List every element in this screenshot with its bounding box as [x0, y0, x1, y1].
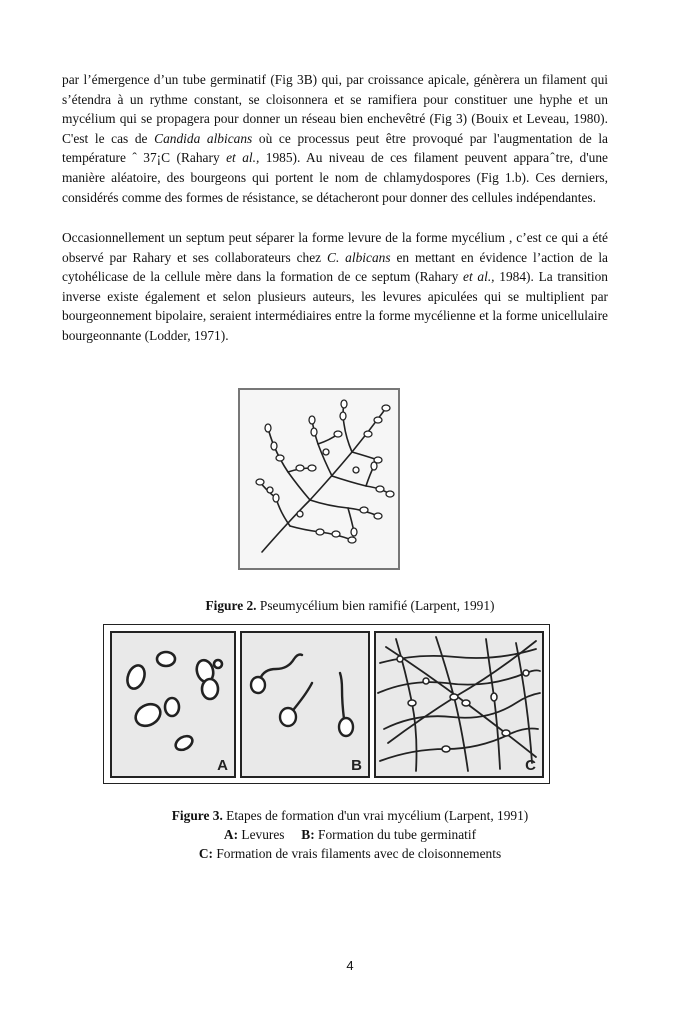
figure-2-image: [238, 388, 400, 570]
body-paragraph-1: par l’émergence d’un tube germinatif (Fig 3B) qui, par croissance apicale, génèrera un filament qui s’étendra à un rythme constant, se cloisonnera et se ramifiera pour constituer une hyphe et un mycélium qui se propagera pour donner un réseau bien enchevêtré (Fig 3) (Bouix et Leveau, 1980). C'est le cas de Candida albicans où ce processus peut être provoqué par l'augmentation de la température ˆ 37¡C (Rahary et al., 1985). Au niveau de ces filament peuvent appara ̂tre, d'une manière aléatoire, des bourgeons qui portent le nom de chlamydospores (Fig 1.b). Ces derniers, considérés comme des formes de résistance, se détacheront pour donner des cellules indépendantes.: [62, 72, 609, 205]
page-number: 4: [346, 958, 354, 973]
figure-3-legend-a-text: Levures: [238, 827, 285, 842]
figure-3-legend-a-key: A:: [223, 827, 239, 842]
figure-3-legend-c-text: Formation de vrais filaments avec de cloisonnements: [212, 846, 502, 861]
figure-3-panel-label-c: C: [525, 757, 536, 774]
figure-3-label: Figure 3.: [171, 808, 223, 823]
figure-2-label: Figure 2.: [205, 598, 257, 613]
figure-3-panel-label-a: A: [217, 757, 228, 774]
figure-3-image: [103, 624, 550, 784]
figure-3-caption: [0, 806, 700, 825]
figure-3-panel-a: [110, 631, 236, 778]
figure-3-panel-label-b: B: [351, 757, 362, 774]
figure-3-legend-c: [0, 844, 700, 863]
figure-2-caption-text: Pseumycélium bien ramifié (Larpent, 1991): [256, 598, 495, 613]
figure-3-legend-c-key: C:: [198, 846, 213, 861]
figure-3-caption-text: Etapes de formation d'un vrai mycélium (Larpent, 1991): [222, 808, 529, 823]
figure-3-panel-c: [374, 631, 544, 778]
figure-3-legend-ab: [0, 825, 700, 844]
figure-3-legend-b-key: B:: [301, 827, 315, 842]
figure-2-caption: [0, 596, 700, 615]
body-paragraph-2: Occasionnellement un septum peut séparer la forme levure de la forme mycélium , c’est ce qui a été observé par Rahary et ses collaborateurs chez C. albicans en mettant en évidence l’action de la cytohélicase de la cellule mère dans la formation de ce septum (Rahary et al., 1984). La transition inverse existe également et selon plusieurs auteurs, les levures apiculées qui se multiplient par bourgeonnement bipolaire, seraient intermédiaires entre la forme mycélienne et la forme unicellulaire bourgeonnante (Lodder, 1971).: [62, 230, 609, 343]
figure-3-panel-b: [240, 631, 370, 778]
figure-3-legend-b-text: Formation du tube germinatif: [314, 827, 477, 842]
